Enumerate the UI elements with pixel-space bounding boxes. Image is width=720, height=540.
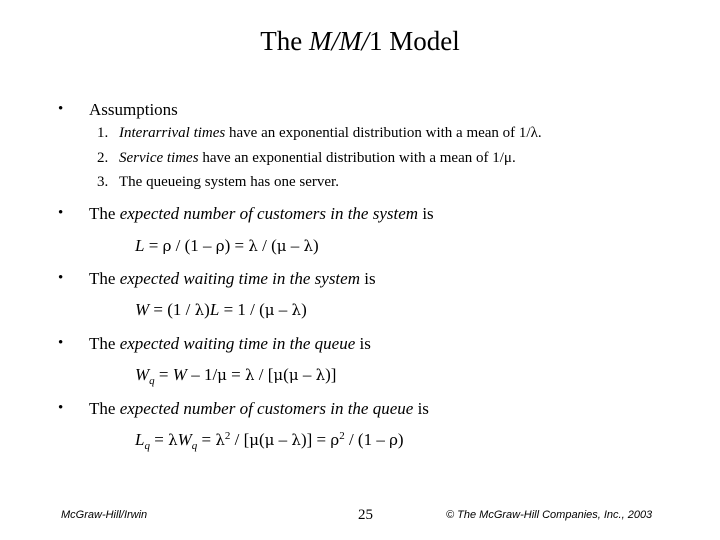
bullet-icon: •	[58, 205, 64, 221]
equation-L: L = ρ / (1 – ρ) = λ / (μ – λ)	[135, 236, 319, 255]
bullet-icon: •	[58, 335, 64, 351]
assumption-item-2	[97, 150, 516, 167]
bullet-post: is	[418, 204, 434, 223]
bullet-text-expected-waiting-queue	[89, 334, 371, 354]
equation-Lq: $L_q = \lambda W_q = \lambda^2 / [\mu(\mu - \lambda)] = \rho^2 / (1 - \rho)$	[135, 430, 404, 452]
footer-publisher: McGraw-Hill/Irwin	[61, 509, 148, 521]
assumptions-heading: Assumptions	[89, 100, 178, 119]
bullet-italic: expected waiting time in the queue	[119, 334, 356, 353]
equation-Wq: $W_q = W - 1/\mu = \lambda / [\mu(\mu - \lambda)]$	[135, 365, 337, 387]
assumption-number: 1.	[97, 125, 109, 141]
bullet-text-expected-waiting-system	[89, 269, 376, 289]
bullet-italic: expected number of customers in the queue	[119, 399, 414, 418]
bullet-pre: The	[89, 269, 120, 288]
page-number: 25	[358, 507, 373, 523]
bullet-post: is	[413, 399, 429, 418]
bullet-icon: •	[58, 101, 64, 117]
bullet-pre: The	[89, 334, 120, 353]
bullet-post: is	[355, 334, 371, 353]
assumption-item-3	[97, 174, 339, 191]
equation-W: W = (1 / λ)L = 1 / (μ – λ)	[135, 300, 307, 319]
footer-copyright: © The McGraw-Hill Companies, Inc., 2003	[446, 509, 653, 521]
bullet-italic: expected waiting time in the system	[119, 269, 360, 288]
bullet-pre: The	[89, 399, 120, 418]
bullet-text-expected-customers-queue	[89, 399, 429, 419]
assumption-item-1	[97, 125, 542, 142]
assumption-text: The queueing system has one server.	[119, 174, 339, 190]
title-suffix: 1 Model	[368, 26, 460, 56]
assumption-number: 2.	[97, 150, 109, 166]
slide-title	[0, 26, 720, 57]
bullet-icon: •	[58, 400, 64, 416]
title-model: M/M/	[308, 26, 369, 56]
assumption-number: 3.	[97, 174, 109, 190]
assumption-text: have an exponential distribution with a mean of 1/λ.	[225, 125, 542, 141]
title-prefix: The	[260, 26, 309, 56]
bullet-icon: •	[58, 270, 64, 286]
bullet-text-expected-customers-system	[89, 204, 434, 224]
bullet-pre: The	[89, 204, 120, 223]
bullet-italic: expected number of customers in the system	[119, 204, 419, 223]
assumption-text: have an exponential distribution with a mean of 1/μ.	[198, 150, 516, 166]
bullet-post: is	[359, 269, 376, 288]
assumption-italic: Interarrival times	[119, 125, 226, 141]
assumption-italic: Service times	[119, 150, 199, 166]
